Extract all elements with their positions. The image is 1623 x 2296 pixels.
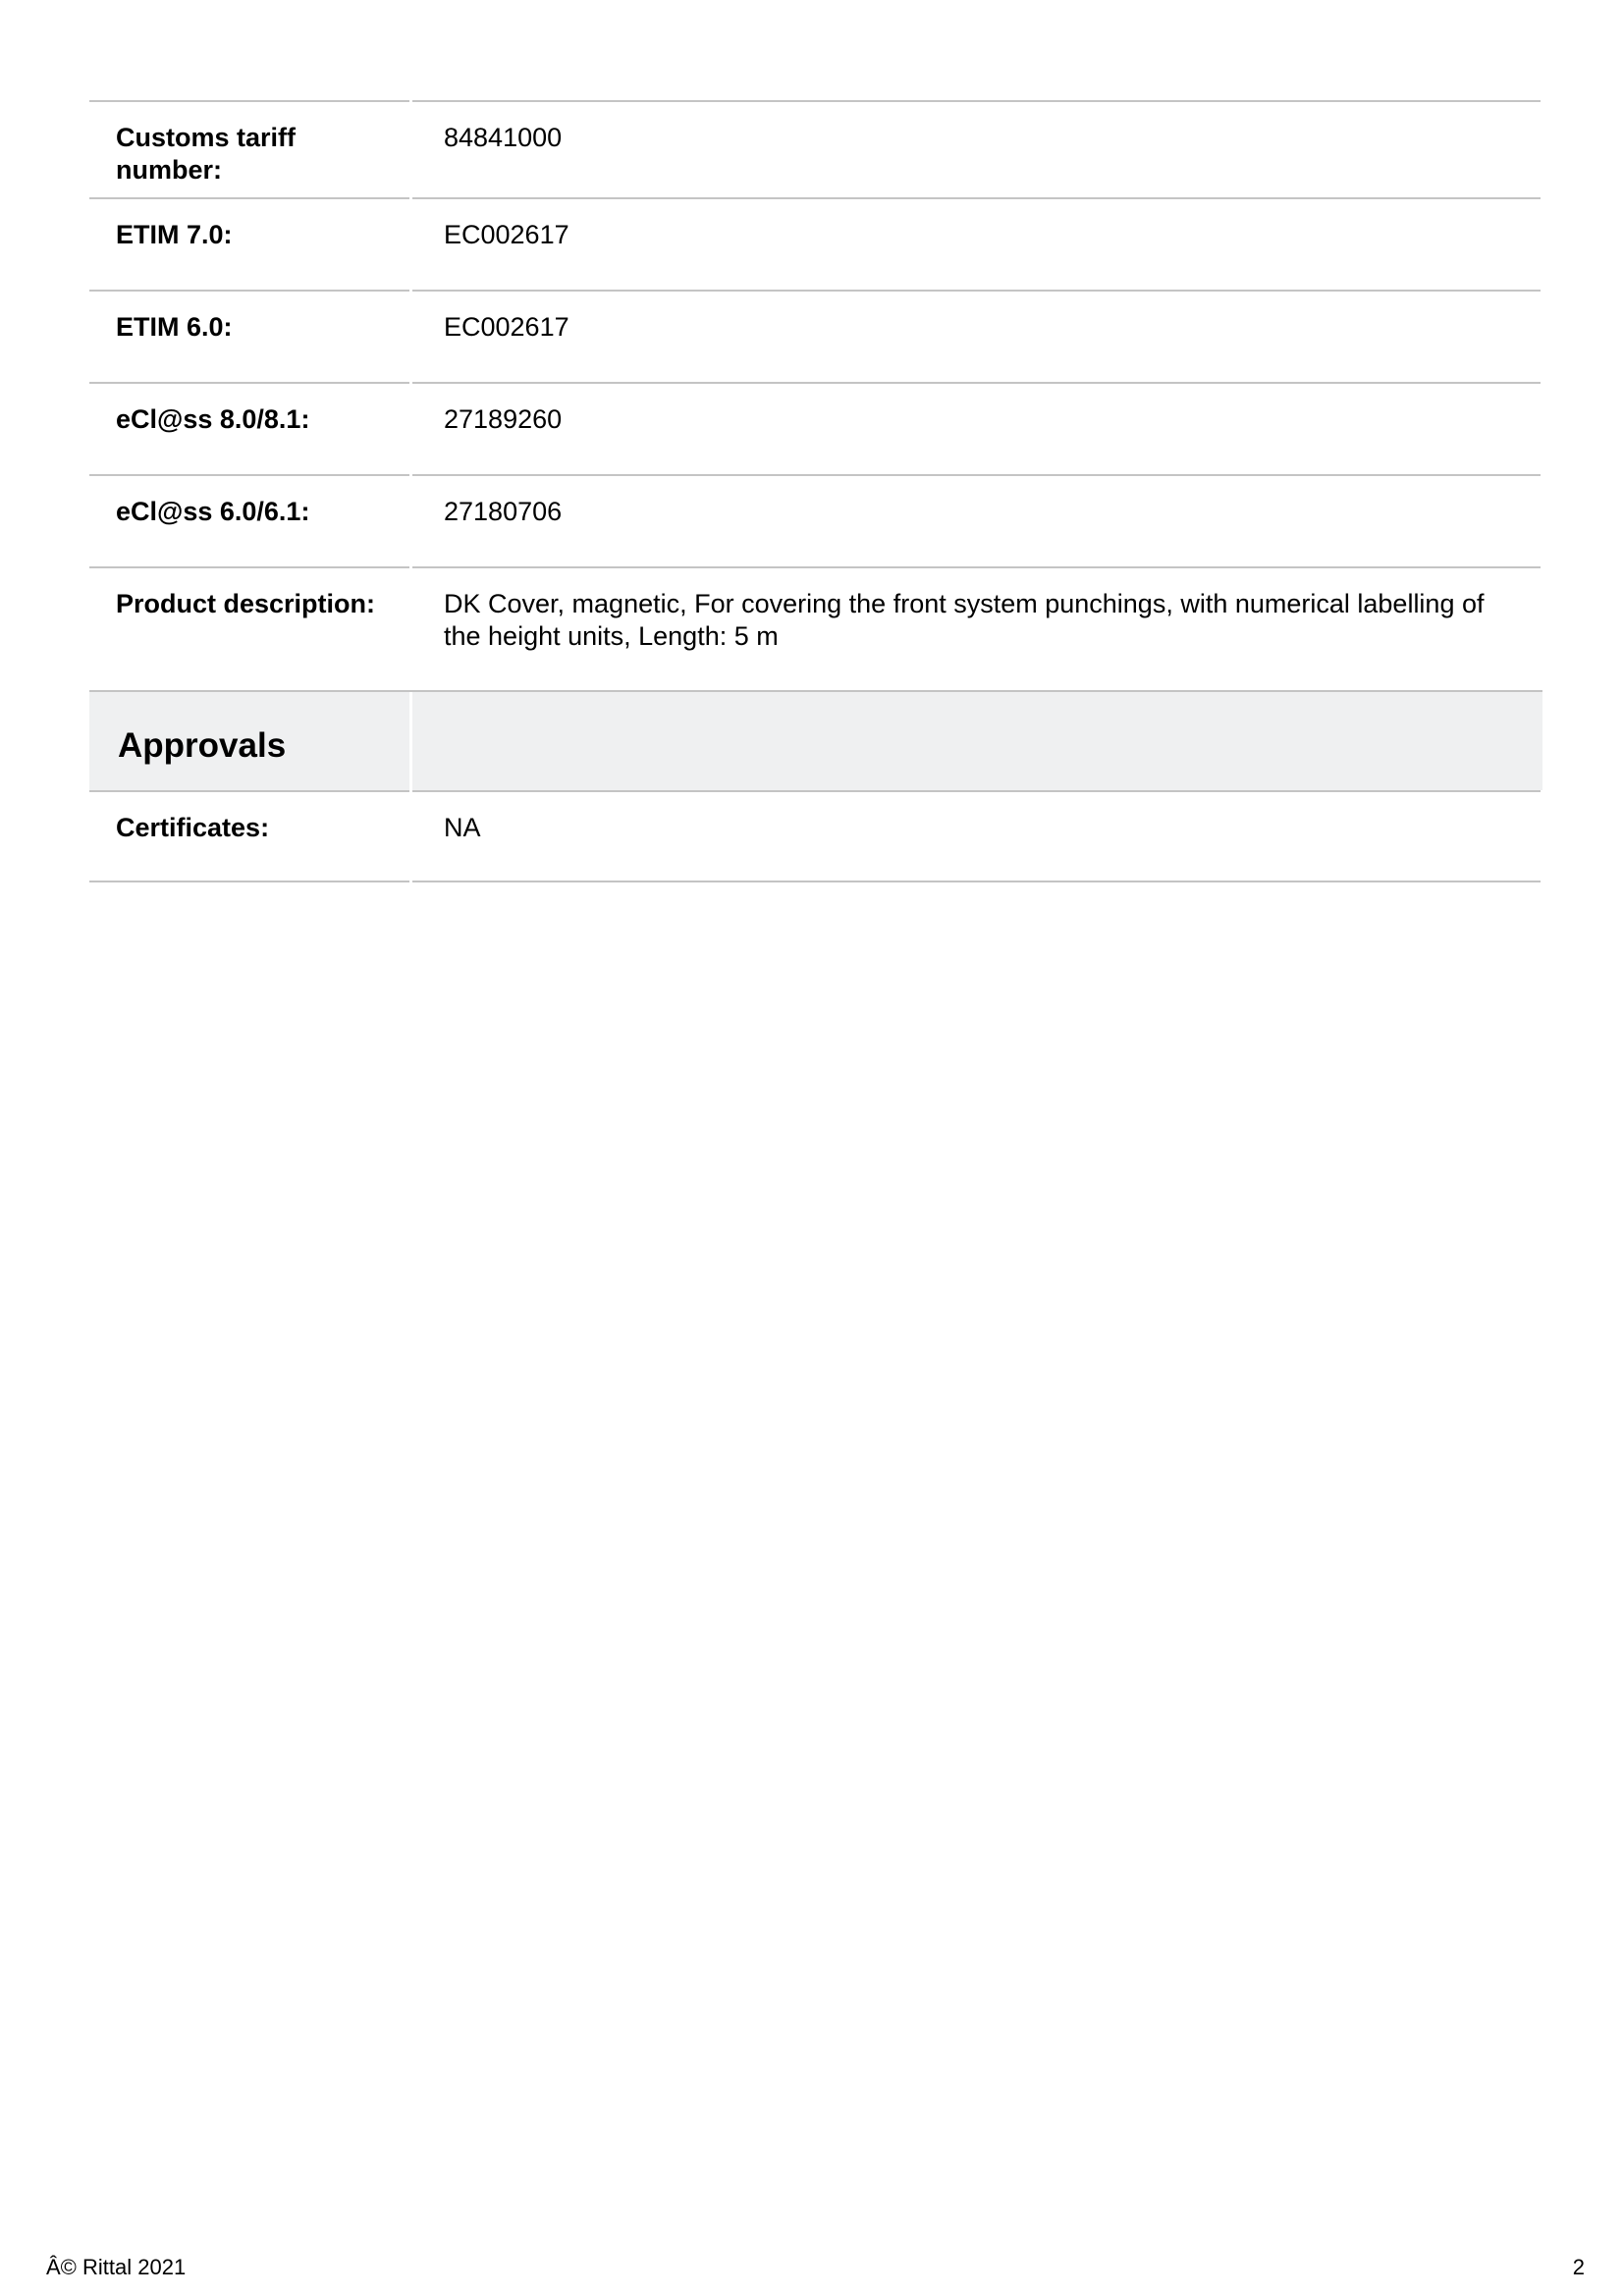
spec-label: Customs tariff number: (89, 100, 409, 197)
spec-label: ETIM 6.0: (89, 290, 409, 382)
spec-value: NA (412, 790, 1541, 882)
spec-label: Certificates: (89, 790, 409, 882)
spec-value: EC002617 (412, 290, 1541, 382)
spec-label: ETIM 7.0: (89, 197, 409, 290)
spec-label: eCl@ss 6.0/6.1: (89, 474, 409, 566)
spec-value: 27189260 (412, 382, 1541, 474)
spec-row-eclass-8 (89, 382, 1541, 474)
spec-value: 84841000 (412, 100, 1541, 197)
spec-row-etim-7 (89, 197, 1541, 290)
spec-value: DK Cover, magnetic, For covering the front system punchings, with numerical labelling of the height units, Length: 5 m (412, 566, 1541, 690)
spec-label: Product description: (89, 566, 409, 690)
spec-row-etim-6 (89, 290, 1541, 382)
spec-row-product-description (89, 566, 1541, 690)
footer-page-number: 2 (1572, 2255, 1585, 2279)
spec-value: EC002617 (412, 197, 1541, 290)
spec-row-eclass-6 (89, 474, 1541, 566)
spec-value: 27180706 (412, 474, 1541, 566)
spec-label: eCl@ss 8.0/8.1: (89, 382, 409, 474)
section-title: Approvals (118, 726, 287, 765)
approvals-section-header (89, 690, 1542, 790)
column-divider (409, 692, 412, 790)
spec-row-certificates (89, 790, 1541, 882)
footer-copyright: Â© Rittal 2021 (46, 2255, 187, 2279)
spec-table (89, 100, 1541, 882)
spec-row-customs-tariff (89, 100, 1541, 197)
